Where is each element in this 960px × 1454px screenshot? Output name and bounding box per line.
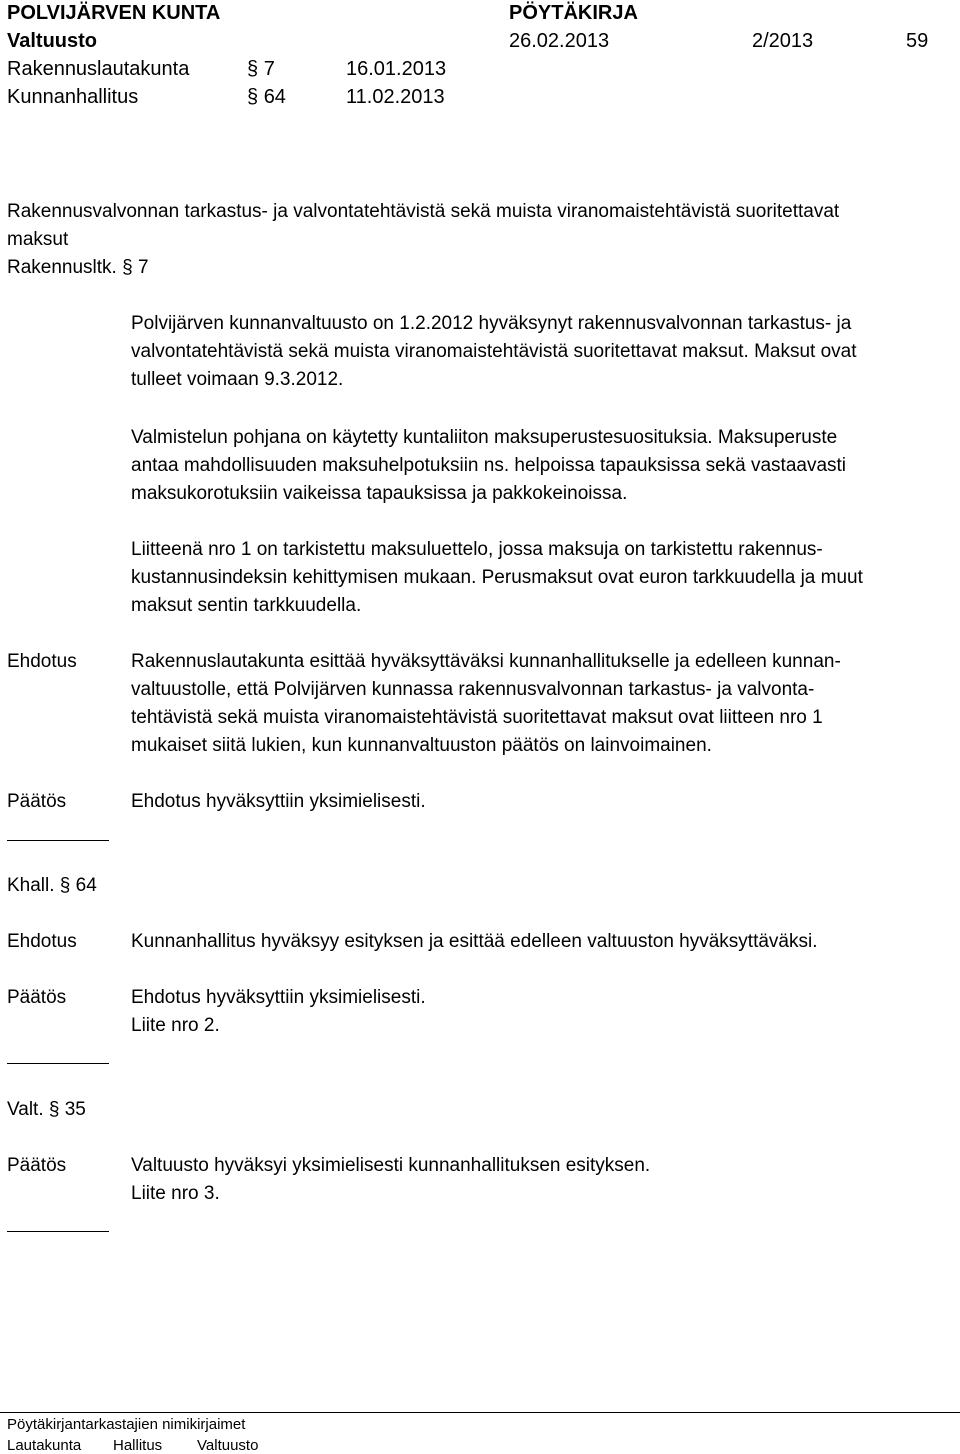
organization-name: POLVIJÄRVEN KUNTA — [7, 2, 221, 24]
decision-text: Ehdotus hyväksyttiin yksimielisesti. — [131, 791, 426, 812]
preparation-line: Valmistelun pohjana on käytetty kuntaliiton maksuperustesuosituksia. Maksuperuste — [131, 427, 838, 448]
footer-column-valtuusto: Valtuusto — [197, 1437, 259, 1454]
header-row-date: 11.02.2013 — [346, 86, 445, 108]
body-name: Valtuusto — [7, 30, 98, 52]
document-type: PÖYTÄKIRJA — [509, 2, 638, 24]
page-number: 59 — [906, 30, 929, 52]
paatos-label: Päätös — [7, 791, 67, 812]
footer-column-lautakunta: Lautakunta — [7, 1437, 82, 1454]
proposal-line: valtuustolle, että Polvijärven kunnassa rakennusvalvonnan tarkastus- ja valvonta- — [131, 679, 815, 700]
attachment-line: Liitteenä nro 1 on tarkistettu maksuluettelo, jossa maksuja on tarkistettu rakennus- — [131, 539, 823, 560]
header-row-name: Rakennuslautakunta — [7, 58, 190, 80]
attachment-reference: Liite nro 2. — [131, 1015, 220, 1036]
item-title-line: Rakennusvalvonnan tarkastus- ja valvontatehtävistä sekä muista viranomaistehtävistä suoritettavat — [7, 201, 840, 222]
intro-line: tulleet voimaan 9.3.2012. — [131, 369, 344, 390]
proposal-line: mukaiset siitä lukien, kun kunnanvaltuuston päätös on lainvoimainen. — [131, 735, 712, 756]
header-row-section: § 64 — [247, 86, 286, 108]
paatos-label: Päätös — [7, 1155, 67, 1176]
decision-text: Ehdotus hyväksyttiin yksimielisesti. — [131, 987, 426, 1008]
preparation-line: antaa mahdollisuuden maksuhelpotuksiin ns. helpoissa tapauksissa sekä vastaavasti — [131, 455, 847, 476]
proposal-line: Rakennuslautakunta esittää hyväksyttäväksi kunnanhallitukselle ja edelleen kunnan- — [131, 651, 841, 672]
footer-title: Pöytäkirjantarkastajien nimikirjaimet — [7, 1416, 246, 1433]
footer-divider — [0, 1412, 960, 1413]
intro-line: valvontatehtävistä sekä muista viranomaistehtävistä suoritettavat maksut. Maksut ovat — [131, 341, 857, 362]
attachment-reference: Liite nro 3. — [131, 1183, 220, 1204]
section-divider — [7, 1063, 109, 1064]
section-divider — [7, 1231, 109, 1232]
section-divider — [7, 840, 109, 841]
valt-reference: Valt. § 35 — [7, 1099, 86, 1120]
decision-text: Valtuusto hyväksyi yksimielisesti kunnanhallituksen esityksen. — [131, 1155, 651, 1176]
ehdotus-label: Ehdotus — [7, 651, 77, 672]
preparation-line: maksukorotuksiin vaikeissa tapauksissa ja pakkokeinoissa. — [131, 483, 628, 504]
item-title-line: maksut — [7, 229, 69, 250]
proposal-line: Kunnanhallitus hyväksyy esityksen ja esittää edelleen valtuuston hyväksyttäväksi. — [131, 931, 818, 952]
ehdotus-label: Ehdotus — [7, 931, 77, 952]
meeting-number: 2/2013 — [752, 30, 814, 52]
attachment-line: maksut sentin tarkkuudella. — [131, 595, 362, 616]
header-row-date: 16.01.2013 — [346, 58, 447, 80]
header-row-name: Kunnanhallitus — [7, 86, 139, 108]
proposal-line: tehtävistä sekä muista viranomaistehtävistä suoritettavat maksut ovat liitteen nro 1 — [131, 707, 823, 728]
paatos-label: Päätös — [7, 987, 67, 1008]
rakltk-reference: Rakennusltk. § 7 — [7, 257, 149, 278]
footer-column-hallitus: Hallitus — [113, 1437, 163, 1454]
header-row-section: § 7 — [247, 58, 275, 80]
meeting-date: 26.02.2013 — [509, 30, 610, 52]
attachment-line: kustannusindeksin kehittymisen mukaan. Perusmaksut ovat euron tarkkuudella ja muut — [131, 567, 863, 588]
khall-reference: Khall. § 64 — [7, 875, 97, 896]
intro-line: Polvijärven kunnanvaltuusto on 1.2.2012 hyväksynyt rakennusvalvonnan tarkastus- ja — [131, 313, 852, 334]
